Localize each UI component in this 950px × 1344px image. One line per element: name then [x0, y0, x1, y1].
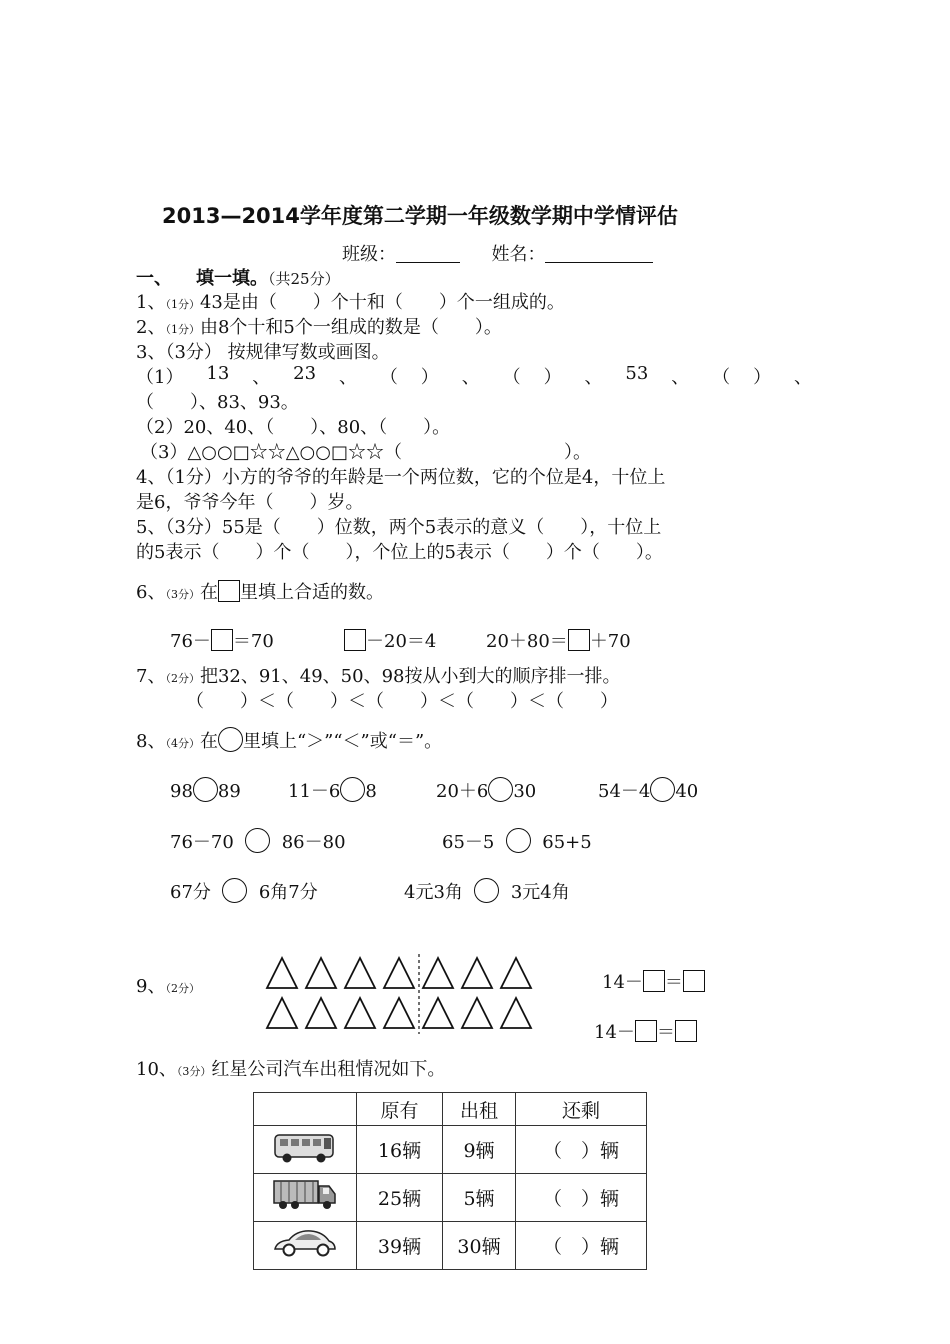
header-cell: 原有 — [357, 1093, 443, 1126]
triangle-icon — [462, 998, 492, 1028]
triangle-icon — [267, 998, 297, 1028]
compare-circle[interactable] — [222, 878, 247, 903]
cell-have: 25辆 — [357, 1174, 443, 1222]
triangle-icon — [423, 958, 453, 988]
compare-circle[interactable] — [340, 777, 365, 802]
compare-circle[interactable] — [193, 777, 218, 802]
q3-seg: 23 — [293, 363, 317, 384]
q9-equation-1 — [602, 968, 705, 994]
q3-line4: （3）△○○□☆☆△○○□☆☆（ ）。 — [140, 442, 591, 463]
triangle-icon — [462, 958, 492, 988]
lhs: 98 — [170, 781, 193, 802]
eq-text: 20＋80＝ — [486, 631, 568, 652]
lhs: 65－5 — [442, 832, 495, 853]
rhs: 86－80 — [281, 832, 346, 853]
q3-seg: ） — [753, 367, 772, 388]
q-points: （1分） — [165, 323, 200, 336]
rhs: 3元4角 — [510, 882, 570, 903]
lhs: 11－6 — [288, 781, 341, 802]
vehicle-cell — [254, 1126, 357, 1174]
answer-box[interactable] — [568, 629, 590, 651]
q3-seg: ） — [420, 367, 439, 388]
section-header — [136, 264, 340, 290]
q8-item — [436, 777, 536, 803]
cell-have: 16辆 — [357, 1126, 443, 1174]
q-num: 2、 — [136, 317, 166, 338]
q7-order: （ ）＜（ ）＜（ ）＜（ ）＜（ ） — [186, 691, 618, 712]
q-points: （3分） — [165, 588, 200, 601]
eq-text: －20＝4 — [366, 631, 437, 652]
q3-line3: （2）20、40、（ ）、80、（ ）。 — [136, 417, 451, 438]
q6-equation-1 — [170, 627, 274, 653]
cell-rent: 30辆 — [443, 1222, 516, 1270]
q-num: 9、 — [136, 976, 166, 997]
q-points: （4分） — [165, 737, 200, 750]
triangles-figure — [262, 952, 542, 1038]
eq-text: 76－ — [170, 631, 211, 652]
table-row — [254, 1126, 647, 1174]
compare-circle[interactable] — [474, 878, 499, 903]
lhs: 67分 — [170, 882, 211, 903]
q8-item — [404, 878, 570, 904]
q3-seg: 、 — [794, 367, 812, 388]
bus-icon — [271, 1129, 339, 1165]
q8-item — [170, 828, 346, 854]
header-cell: 还剩 — [516, 1093, 647, 1126]
q-text: 在 — [199, 582, 218, 603]
q3-line1 — [136, 363, 812, 389]
question-2 — [136, 313, 502, 339]
q-num: 10、 — [136, 1059, 177, 1080]
rhs: 89 — [217, 781, 241, 802]
rhs: 40 — [675, 781, 699, 802]
q3-seg: 、 — [252, 367, 271, 388]
table-row — [254, 1222, 647, 1270]
q5-line2: 的5表示（ ）个（ ），个位上的5表示（ ）个（ ）。 — [136, 542, 663, 563]
class-field[interactable] — [396, 244, 460, 263]
lhs: 20＋6 — [436, 781, 489, 802]
q3-seg: 、 — [338, 367, 357, 388]
cell-have: 39辆 — [357, 1222, 443, 1270]
class-line — [342, 240, 653, 266]
q-points: （2分） — [165, 982, 200, 995]
triangle-icon — [384, 998, 414, 1028]
answer-box[interactable] — [675, 1020, 697, 1042]
q-points: （1分） — [165, 298, 200, 311]
q-text: 由8个十和5个一组成的数是（ ）。 — [199, 317, 502, 338]
table-row — [254, 1174, 647, 1222]
eq-text: ＝ — [664, 972, 683, 993]
q-text: 43是由（ ）个十和（ ）个一组成的。 — [199, 292, 565, 313]
q8-item — [170, 777, 241, 802]
compare-circle[interactable] — [506, 828, 531, 853]
compare-circle[interactable] — [245, 828, 270, 853]
car-icon — [271, 1225, 339, 1261]
q-num: 6、 — [136, 582, 166, 603]
name-field[interactable] — [545, 244, 653, 263]
q-text: 把32、91、49、50、98按从小到大的顺序排一排。 — [199, 666, 621, 687]
q6-equation-2 — [344, 627, 436, 653]
question-5: 5、（3分）55是（ ）位数，两个5表示的意义（ ），十位上 — [136, 517, 662, 538]
eq-text: ＝ — [656, 1022, 675, 1043]
question-10 — [136, 1055, 445, 1081]
triangle-icon — [306, 958, 336, 988]
rental-table — [253, 1092, 647, 1270]
q8-item — [170, 878, 318, 904]
name-label: 姓名： — [491, 244, 546, 265]
q9-equation-2 — [594, 1018, 697, 1044]
question-9 — [136, 972, 200, 998]
cell-rent: 5辆 — [443, 1174, 516, 1222]
cell-left[interactable]: （ ）辆 — [516, 1222, 647, 1270]
q3-line2: （ ）、83、93。 — [136, 392, 299, 413]
answer-box[interactable] — [635, 1020, 657, 1042]
answer-box[interactable] — [218, 580, 240, 602]
q3-seg: 、 — [671, 367, 690, 388]
section-title: 填一填。 — [196, 268, 268, 289]
rhs: 65+5 — [542, 832, 592, 853]
q-text: 里填上合适的数。 — [239, 582, 384, 603]
q-text: 在 — [199, 731, 218, 752]
eq-text: 14－ — [602, 972, 643, 993]
compare-circle[interactable] — [650, 777, 675, 802]
compare-circle[interactable] — [218, 727, 243, 752]
triangle-icon — [501, 958, 531, 988]
triangle-icon — [384, 958, 414, 988]
vehicle-cell — [254, 1174, 357, 1222]
q3-seg: （ — [712, 367, 731, 388]
header-cell: 出租 — [443, 1093, 516, 1126]
truck-icon — [271, 1177, 339, 1213]
triangle-icon — [345, 998, 375, 1028]
lhs: 54－4 — [598, 781, 651, 802]
triangle-icon — [423, 998, 453, 1028]
lhs: 76－70 — [170, 832, 234, 853]
triangle-icon — [267, 958, 297, 988]
q-num: 7、 — [136, 666, 166, 687]
header-cell-empty — [254, 1093, 357, 1126]
triangle-icon — [501, 998, 531, 1028]
question-7 — [136, 662, 620, 688]
cell-left[interactable]: （ ）辆 — [516, 1174, 647, 1222]
section-number: 一、 — [136, 268, 172, 289]
answer-box[interactable] — [211, 629, 233, 651]
q3-seg: 、 — [584, 367, 603, 388]
compare-circle[interactable] — [488, 777, 513, 802]
answer-box[interactable] — [683, 970, 705, 992]
question-6 — [136, 578, 384, 604]
triangle-icon — [306, 998, 336, 1028]
class-label: 班级： — [342, 244, 396, 265]
section-points: （共25分） — [268, 270, 340, 288]
rhs: 30 — [513, 781, 537, 802]
q-points: （2分） — [165, 672, 200, 685]
question-3: 3、（3分） 按规律写数或画图。 — [136, 342, 390, 363]
q4-line2: 是6，爷爷今年（ ）岁。 — [136, 492, 364, 513]
eq-text: 14－ — [594, 1022, 635, 1043]
question-4: 4、（1分）小方的爷爷的年龄是一个两位数，它的个位是4，十位上 — [136, 467, 666, 488]
rhs: 6角7分 — [258, 882, 318, 903]
q8-item — [442, 828, 592, 854]
q-text: 红星公司汽车出租情况如下。 — [211, 1059, 446, 1080]
q6-equation-3 — [486, 627, 631, 653]
q-text: 里填上“＞”“＜”或“＝”。 — [242, 731, 443, 752]
q-num: 8、 — [136, 731, 166, 752]
q3-seg: 13 — [206, 363, 230, 384]
q3-seg: 53 — [625, 363, 649, 384]
q3-seg: （ — [502, 367, 521, 388]
eq-text: ＋70 — [589, 631, 631, 652]
q-num: 1、 — [136, 292, 166, 313]
q8-item — [288, 777, 377, 803]
q3-seg: （ — [379, 367, 398, 388]
table-header-row — [254, 1093, 647, 1126]
lhs: 4元3角 — [404, 882, 463, 903]
q3-seg: 、 — [461, 367, 480, 388]
q3-seg: ） — [543, 367, 562, 388]
eq-text: ＝70 — [232, 631, 274, 652]
question-8 — [136, 727, 442, 753]
question-1 — [136, 288, 565, 314]
cell-rent: 9辆 — [443, 1126, 516, 1174]
cell-left[interactable]: （ ）辆 — [516, 1126, 647, 1174]
answer-box[interactable] — [643, 970, 665, 992]
q-points: （3分） — [176, 1065, 212, 1078]
rhs: 8 — [365, 781, 377, 802]
vehicle-cell — [254, 1222, 357, 1270]
page-title: 2013—2014学年度第二学期一年级数学期中学情评估 — [162, 204, 678, 228]
q3-seg: （1） — [136, 367, 184, 388]
answer-box[interactable] — [344, 629, 366, 651]
triangle-icon — [345, 958, 375, 988]
q8-item — [598, 777, 698, 803]
